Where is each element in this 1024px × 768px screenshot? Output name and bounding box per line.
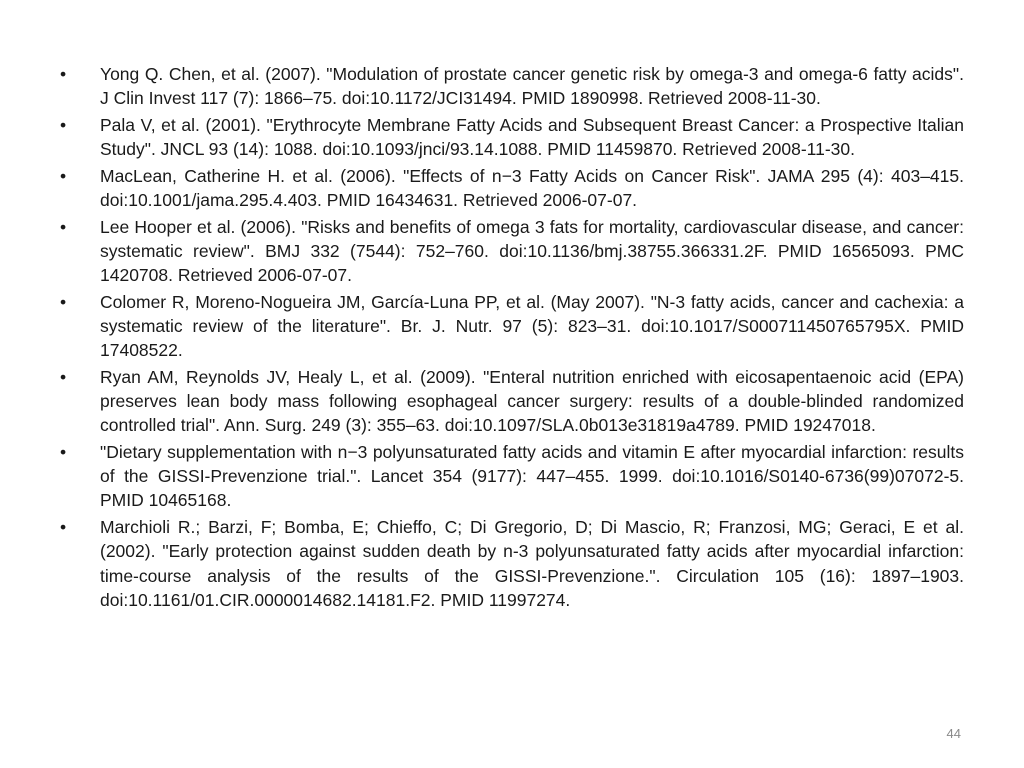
bullet-icon: • [60, 291, 67, 312]
reference-item [60, 365, 964, 438]
reference-text: Colomer R, Moreno-Nogueira JM, García-Luna PP, et al. (May 2007). "N-3 fatty acids, cancer and cachexia: a systematic review of the literature". Br. J. Nutr. 97 (5): 823–31. doi:10.1017/S000711450765795X. PMID 17408522. [100, 291, 964, 361]
reference-text: Marchioli R.; Barzi, F; Bomba, E; Chieffo, C; Di Gregorio, D; Di Mascio, R; Franzosi, MG; Geraci, E et al. (2002). "Early protection against sudden death by n-3 polyunsaturated fatty acids after myocardial infarction: time-course analysis of the results of the GISSI-Prevenzione.". Circulation 105 (16): 1897–1903. doi:10.1161/01.CIR.0000014682.14181.F2. PMID 11997274. [100, 517, 964, 610]
reference-item [60, 440, 964, 513]
page-number: 44 [946, 726, 961, 741]
bullet-icon: • [60, 517, 67, 538]
reference-item [60, 515, 964, 612]
reference-text: Lee Hooper et al. (2006). "Risks and benefits of omega 3 fats for mortality, cardiovascular disease, and cancer: systematic review". BMJ 332 (7544): 752–760. doi:10.1136/bmj.38755.366331.2F. PMID 16565093. PMC 1420708. Retrieved 2006-07-07. [100, 216, 964, 286]
reference-text: Pala V, et al. (2001). "Erythrocyte Membrane Fatty Acids and Subsequent Breast Cancer: a Prospective Italian Study". JNCL 93 (14): 1088. doi:10.1093/jnci/93.14.1088. PMID 11459870. Retrieved 2008-11-30. [100, 114, 964, 160]
reference-item [60, 113, 964, 161]
bullet-icon: • [60, 442, 67, 463]
reference-text: Ryan AM, Reynolds JV, Healy L, et al. (2009). "Enteral nutrition enriched with eicosapentaenoic acid (EPA) preserves lean body mass following esophageal cancer surgery: results of a double-blinded randomized controlled trial". Ann. Surg. 249 (3): 355–63. doi:10.1097/SLA.0b013e31819a4789. PMID 19247018. [100, 366, 964, 436]
reference-item [60, 215, 964, 288]
bullet-icon: • [60, 366, 67, 387]
reference-text: MacLean, Catherine H. et al. (2006). "Effects of n−3 Fatty Acids on Cancer Risk". JAMA 295 (4): 403–415. doi:10.1001/jama.295.4.403. PMID 16434631. Retrieved 2006-07-07. [100, 165, 964, 211]
bullet-icon: • [60, 64, 67, 84]
bullet-icon: • [60, 165, 67, 186]
reference-item [60, 164, 964, 212]
reference-item [60, 290, 964, 363]
reference-item [60, 62, 964, 110]
reference-list [60, 62, 964, 614]
bullet-icon: • [60, 114, 67, 135]
reference-text: Yong Q. Chen, et al. (2007). "Modulation of prostate cancer genetic risk by omega-3 and omega-6 fatty acids". J Clin Invest 117 (7): 1866–75. doi:10.1172/JCI31494. PMID 1890998. Retrieved 2008-11-30. [100, 64, 964, 109]
bullet-icon: • [60, 216, 67, 237]
reference-text: "Dietary supplementation with n−3 polyunsaturated fatty acids and vitamin E after myocardial infarction: results of the GISSI-Prevenzione trial.". Lancet 354 (9177): 447–455. 1999. doi:10.1016/S0140-6736(99)07072-5. PMID 10465168. [100, 442, 964, 511]
